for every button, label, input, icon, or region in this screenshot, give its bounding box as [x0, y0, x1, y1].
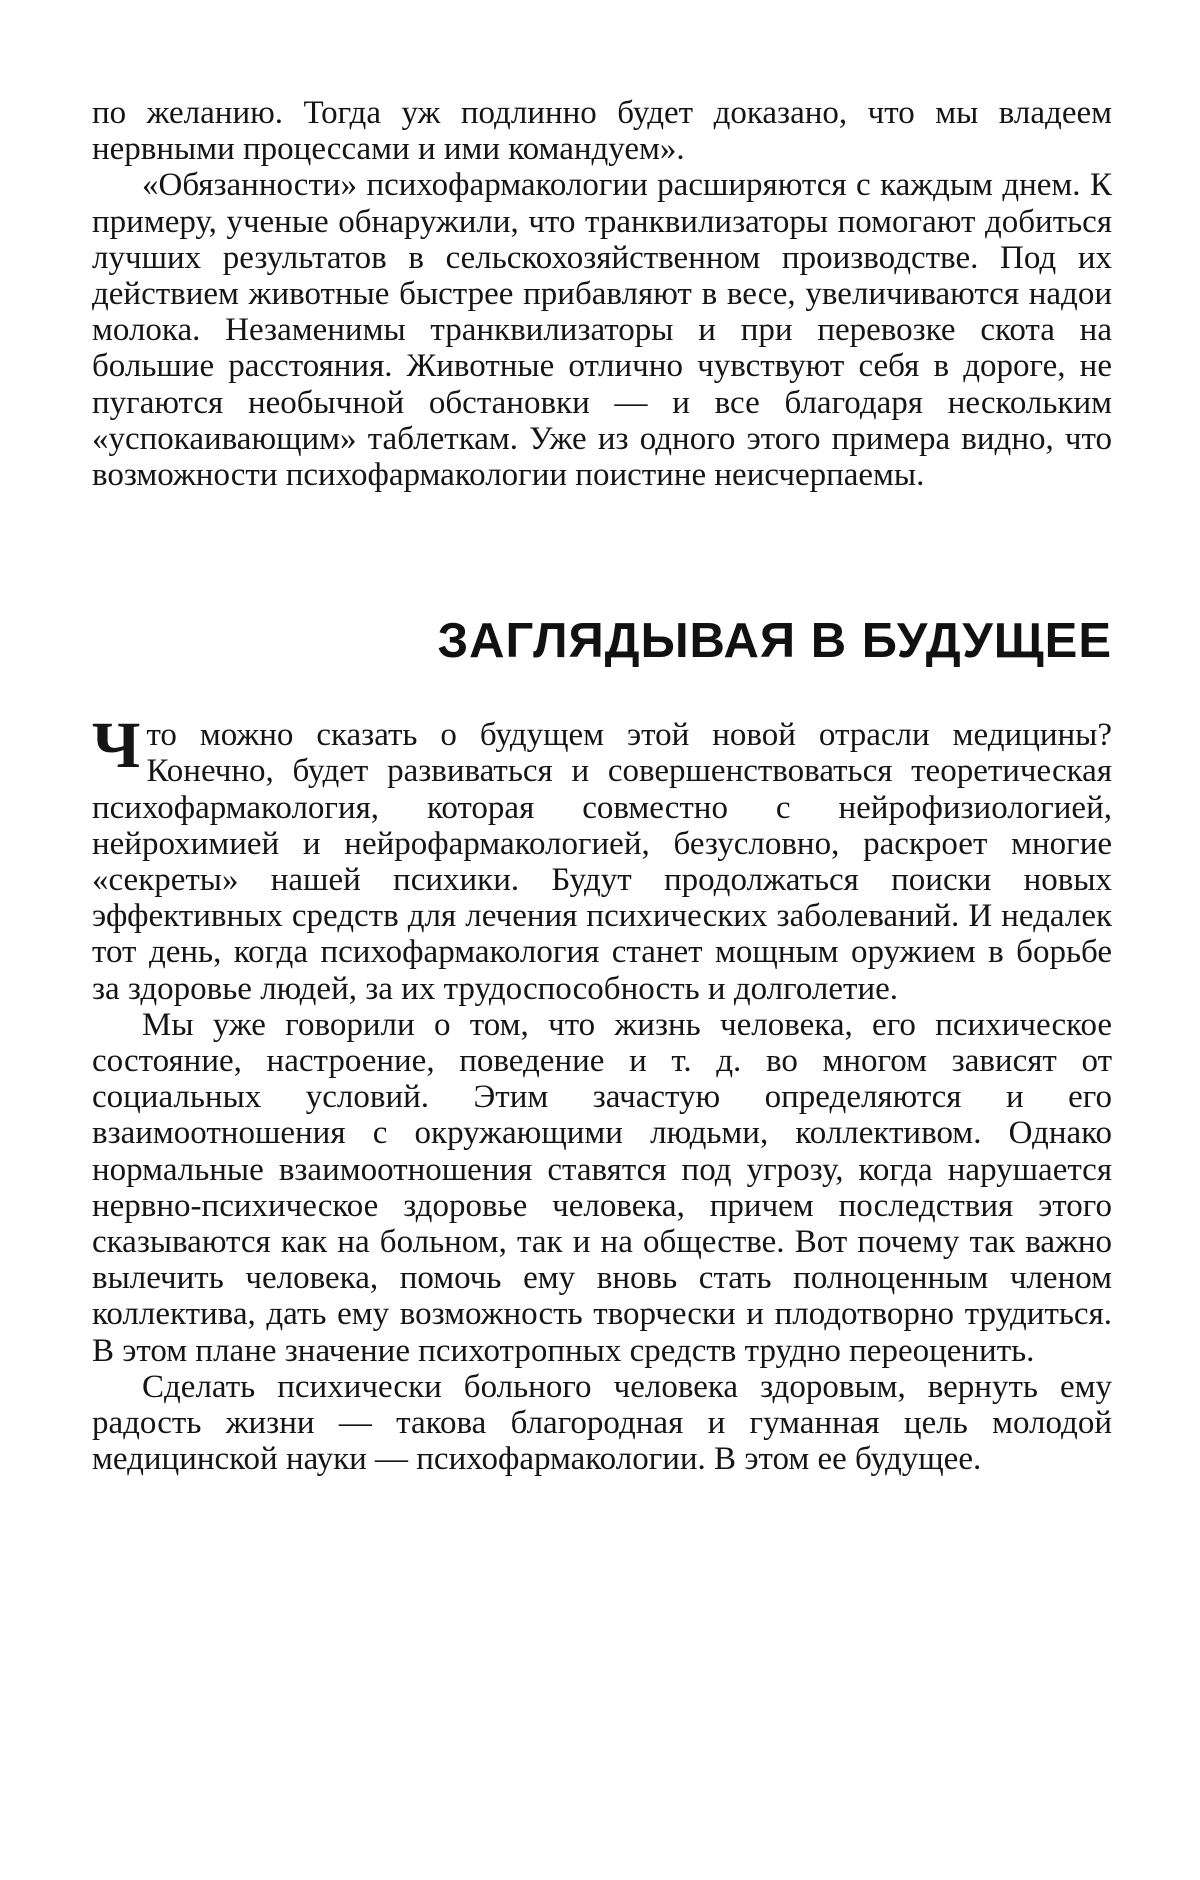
paragraph-psychopharmacology-duties: «Обязанности» психофармакологии расширяются с каждым днем. К примеру, ученые обнаружили, что транквилизаторы помогают добиться лучших результатов в сельскохозяйственном производстве. Под их действием животные быстрее прибавляют в весе, увеличиваются надои молока. Незаменимы транквилизаторы и при перевозке скота на большие расстояния. Животные отлично чувствуют себя в дороге, не пугаются необычной обстановки — и все благодаря нескольким «успокаивающим» таблеткам. Уже из одного этого примера видно, что возможности психофармакологии поистине неисчерпаемы.: [92, 167, 1112, 494]
paragraph-social-conditions: Мы уже говорили о том, что жизнь человека, его психическое состояние, настроение, поведение и т. д. во многом зависят от социальных условий. Этим зачастую определяются и его взаимоотношения с окружающими людьми, коллективом. Однако нормальные взаимоотношения ставятся под угрозу, когда нарушается нервно-психическое здоровье человека, причем последствия этого сказываются как на больном, так и на обществе. Вот почему так важно вылечить человека, помочь ему вновь стать полноценным членом коллектива, дать ему возможность творчески и плодотворно трудиться. В этом плане значение психотропных средств трудно переоценить.: [92, 1006, 1112, 1369]
spacer: [92, 669, 1112, 717]
spacer: [92, 493, 1112, 613]
paragraph-future-intro: [92, 709, 1112, 1007]
paragraph-conclusion: Сделать психически больного человека здоровым, вернуть ему радость жизни — такова благородная и гуманная цель молодой медицинской науки — психофармакологии. В этом ее будущее.: [92, 1368, 1112, 1478]
paragraph-future-intro-text: то можно сказать о будущем этой новой отрасли медицины? Конечно, будет развиваться и совершенствоваться теоретическая психофармакология, которая совместно с нейрофизиологией, нейрохимией и нейрофармакологией, безусловно, раскроет многие «секреты» нашей психики. Будут продолжаться поиски новых эффективных средств для лечения психических заболеваний. И недалек тот день, когда психофармакология станет мощным оружием в борьбе за здоровье людей, за их трудоспособность и долголетие.: [92, 717, 1112, 1007]
paragraph-continuation: по желанию. Тогда уж подлинно будет доказано, что мы владеем нервными процессами и ими командуем».: [92, 95, 1112, 168]
drop-cap-letter: Ч: [92, 709, 141, 783]
section-heading: ЗАГЛЯДЫВАЯ В БУДУЩЕЕ: [437, 614, 1112, 669]
book-page: [92, 95, 1112, 1478]
